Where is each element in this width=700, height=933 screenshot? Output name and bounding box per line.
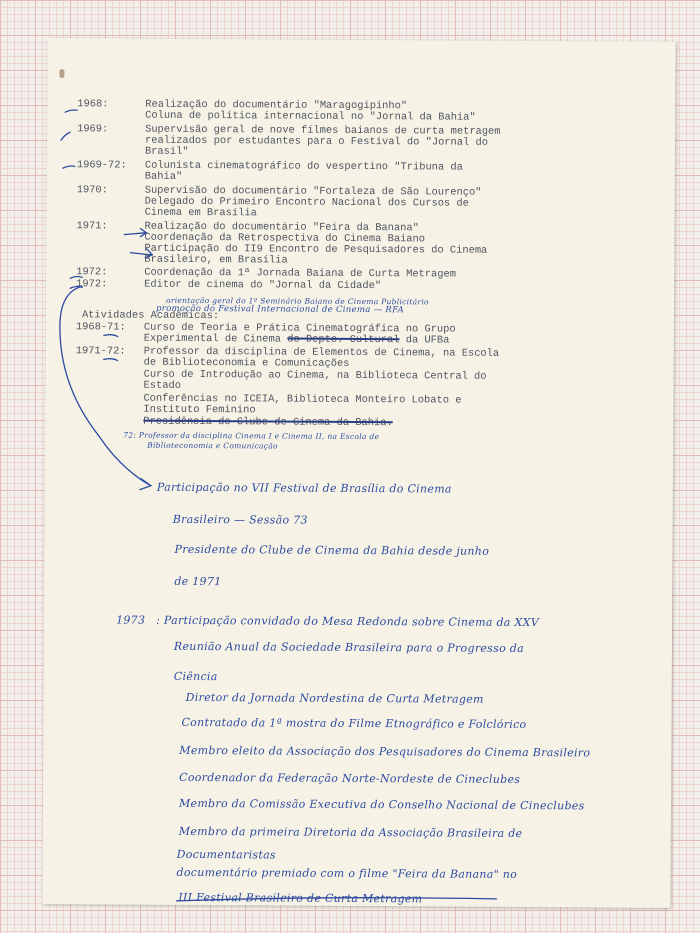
handwritten-line: documentário premiado com o filme "Feira da Banana" no [176,865,518,881]
bracket-arrow [59,286,150,485]
handwritten-line: Reunião Anual da Sociedade Brasileira para o Progresso da [173,639,525,656]
tick-mark [65,110,77,112]
typed-line: 1972: Editor de cinema do "Jornal da Cidade" [76,278,382,293]
typed-line: 1968-71: Curso de Teoria e Prática Cinematográfica no Grupo [75,321,456,336]
typed-line: Bahia" [144,170,183,183]
handwritten-line: Contratado da 1ª mostra do Filme Etnográfico e Folclórico [181,715,527,732]
typed-line: de Biblioteconomia e Comunicações [143,356,350,370]
typed-line: 1968: Realização do documentário "Maragogipinho" [77,98,408,113]
handwritten-line: III Festival Brasileiro de Curta Metragem [178,890,423,906]
typed-line: 1969-72: Colunista cinematográfico do vespertino "Tribuna da [76,159,463,174]
handwritten-line: Documentaristas [176,847,276,862]
arrow-icon [124,229,146,237]
typed-line: Experimental de Cinema do Depto. Cultural da UFBa [143,332,450,347]
handwritten-line: Ciência [173,669,218,684]
handwritten-line: Diretor da Jornada Nordestina de Curta Metragem [185,690,484,706]
handwritten-line: de 1971 [174,574,222,589]
typed-line: 1971: Realização do documentário "Feira da Banana" [76,220,419,235]
document-sheet [42,38,675,908]
typed-line: 1969: Supervisão geral de nove filmes baianos de curta metragem [77,123,501,138]
typed-line: Cinema em Brasília [144,206,257,220]
typed-line: 1971-72: Professor da disciplina de Elementos de Cinema, na Escola [75,345,500,360]
struck-text: do Depto. Cultural [287,333,400,347]
tick-mark [61,132,70,140]
typed-line: Estado [143,379,181,392]
handwritten-line: Membro da Comissão Executiva do Conselho Nacional de Cineclubes [178,796,585,813]
handwritten-note: orientação geral do 1º Seminário Baiano de Cinema Publicitário [166,295,429,307]
tick-mark [104,335,118,337]
typed-line: 1972: Coordenação da 1ª Jornada Baiana de Curta Metragem [76,266,457,281]
handwritten-line: Membro da primeira Diretoria da Associação Brasileira de [178,824,523,841]
tick-mark [104,359,118,361]
typed-line: Delegado do Primeiro Encontro Nacional dos Cursos de [144,195,469,210]
typed-line: Brasil" [144,145,189,158]
typed-line: 1970: Supervisão do documentário "Fortaleza de São Lourenço" [76,184,482,199]
handwritten-note: Biblioteconomia e Comunicação [147,440,278,451]
arrow-icon [130,249,152,258]
typed-line: Conferências no ICEIA, Biblioteca Monteiro Lobato e [143,392,462,407]
tick-mark [63,166,75,168]
typed-line: Participação do II9 Encontro de Pesquisadores do Cinema [144,242,488,257]
handwritten-note: 72: Professor da disciplina Cinema I e Cinema II, na Escola de [123,430,380,442]
handwritten-year: 1973 [116,613,146,627]
ink-marks [42,38,675,908]
handwritten-note: promoção do Festival Internacional de Cinema — RFA [155,303,405,316]
handwritten-line: : Participação convidado do Mesa Redonda sobre Cinema da XXV [156,613,540,630]
handwritten-line: Presidente do Clube de Cinema da Bahia desde junho [174,542,490,558]
handwritten-line: Membro eleito da Associação dos Pesquisadores do Cinema Brasileiro [179,743,591,760]
underline-mark [176,896,496,902]
handwritten-line: Coordenador da Federação Norte-Nordeste de Cineclubes [179,770,521,786]
typed-line: Coordenação da Retrospectiva do Cinema Baiano [144,231,426,246]
typed-line: Instituto Feminino [143,403,256,417]
section-heading: Atividades Acadêmicas: [81,309,220,323]
typed-line: Coluna de política internacional no "Jornal da Bahia" [145,109,476,124]
typed-line: Curso de Introdução ao Cinema, na Biblioteca Central do [143,368,487,383]
typed-line: realizados por estudantes para o Festival do "Jornal do [144,134,489,149]
handwritten-line: Brasileiro — Sessão 73 [172,512,308,527]
typed-line: Brasileiro, em Brasília [144,253,288,267]
handwritten-line: Participação no VII Festival de Brasília do Cinema [156,480,452,496]
tick-mark [70,276,82,278]
struck-text: Presidência do Clube de Cinema da Bahia. [143,415,393,430]
